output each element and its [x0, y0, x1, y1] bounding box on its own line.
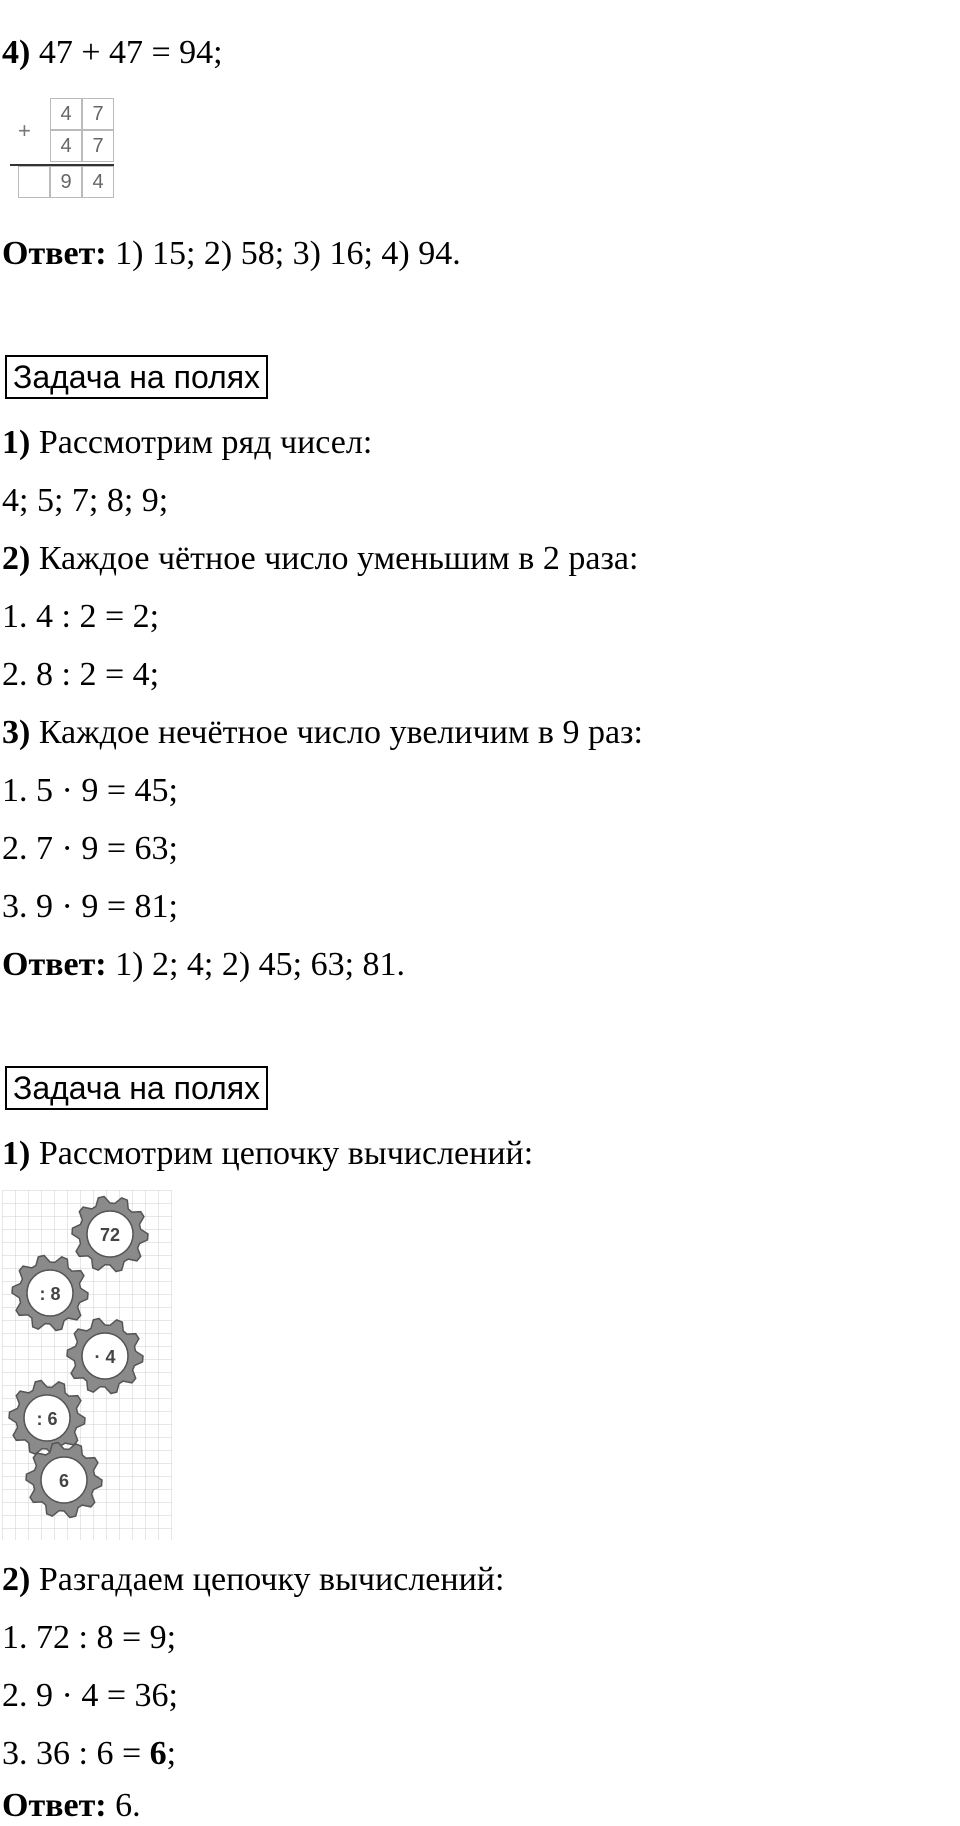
step-number: 2) — [2, 1561, 31, 1598]
calc-line-end: ; — [166, 1735, 177, 1772]
calc-line: 3. 9 · 9 = 81; — [2, 888, 178, 925]
answer-line — [2, 1786, 141, 1826]
answer-text: 1) 15; 2) 58; 3) 16; 4) 94. — [106, 235, 461, 272]
task-line — [2, 829, 178, 869]
equation-text: 47 + 47 = 94; — [30, 34, 223, 71]
answer-label: Ответ: — [2, 1787, 107, 1824]
task-line — [2, 771, 178, 811]
task-line — [2, 713, 643, 753]
answer-line — [2, 945, 405, 985]
task-title-box: Задача на полях — [5, 1066, 268, 1110]
step-text: Рассмотрим цепочку вычислений: — [30, 1135, 534, 1172]
task-line — [2, 1676, 178, 1716]
step-number: 1) — [2, 424, 31, 461]
task-line — [2, 539, 638, 579]
task-line — [2, 1734, 176, 1774]
task-title-box: Задача на полях — [5, 355, 268, 399]
column-cell: 4 — [50, 98, 82, 130]
task-line — [2, 655, 159, 695]
task-line — [2, 1618, 176, 1658]
step-number: 1) — [2, 1135, 31, 1172]
gear-label: 72 — [99, 1225, 121, 1245]
calc-line: 1. 5 · 9 = 45; — [2, 772, 178, 809]
gear-label: 6 — [58, 1471, 70, 1491]
column-cell: 9 — [50, 166, 82, 198]
gear-label: : 6 — [36, 1409, 58, 1429]
plus-sign: + — [18, 118, 31, 143]
step-text: Разгадаем цепочку вычислений: — [30, 1561, 505, 1598]
calc-line: 2. 9 · 4 = 36; — [2, 1677, 178, 1714]
column-cell-empty — [18, 166, 50, 198]
calc-line: 3. 36 : 6 = — [2, 1735, 150, 1772]
number-row: 4; 5; 7; 8; 9; — [2, 482, 169, 519]
column-addition — [10, 98, 114, 198]
step-text: Каждое чётное число уменьшим в 2 раза: — [30, 540, 639, 577]
equation-number: 4) — [2, 34, 31, 71]
column-cell: 4 — [82, 166, 114, 198]
calc-line: 1. 72 : 8 = 9; — [2, 1619, 177, 1656]
step-number: 3) — [2, 714, 31, 751]
step-text: Каждое нечётное число увеличим в 9 раз: — [30, 714, 643, 751]
task-line — [2, 1560, 504, 1600]
column-cell: 4 — [50, 130, 82, 162]
equation-line — [2, 33, 223, 73]
calc-line: 1. 4 : 2 = 2; — [2, 598, 160, 635]
answer-text: 6. — [106, 1787, 141, 1824]
column-cell: 7 — [82, 98, 114, 130]
column-cell: 7 — [82, 130, 114, 162]
task-line — [2, 1134, 533, 1174]
task-line — [2, 597, 159, 637]
answer-text: 1) 2; 4; 2) 45; 63; 81. — [106, 946, 406, 983]
answer-label: Ответ: — [2, 946, 107, 983]
step-text: Рассмотрим ряд чисел: — [30, 424, 373, 461]
step-number: 2) — [2, 540, 31, 577]
gear-chain-illustration — [2, 1190, 172, 1540]
calc-line: 2. 8 : 2 = 4; — [2, 656, 160, 693]
calc-result-bold: 6 — [149, 1735, 167, 1772]
task-line — [2, 887, 178, 927]
task-line — [2, 481, 168, 521]
answer-line — [2, 234, 461, 274]
calc-line: 2. 7 · 9 = 63; — [2, 830, 178, 867]
gear-label: : 8 — [39, 1284, 61, 1304]
task-line — [2, 423, 372, 463]
gear-label: · 4 — [94, 1347, 116, 1367]
answer-label: Ответ: — [2, 235, 107, 272]
